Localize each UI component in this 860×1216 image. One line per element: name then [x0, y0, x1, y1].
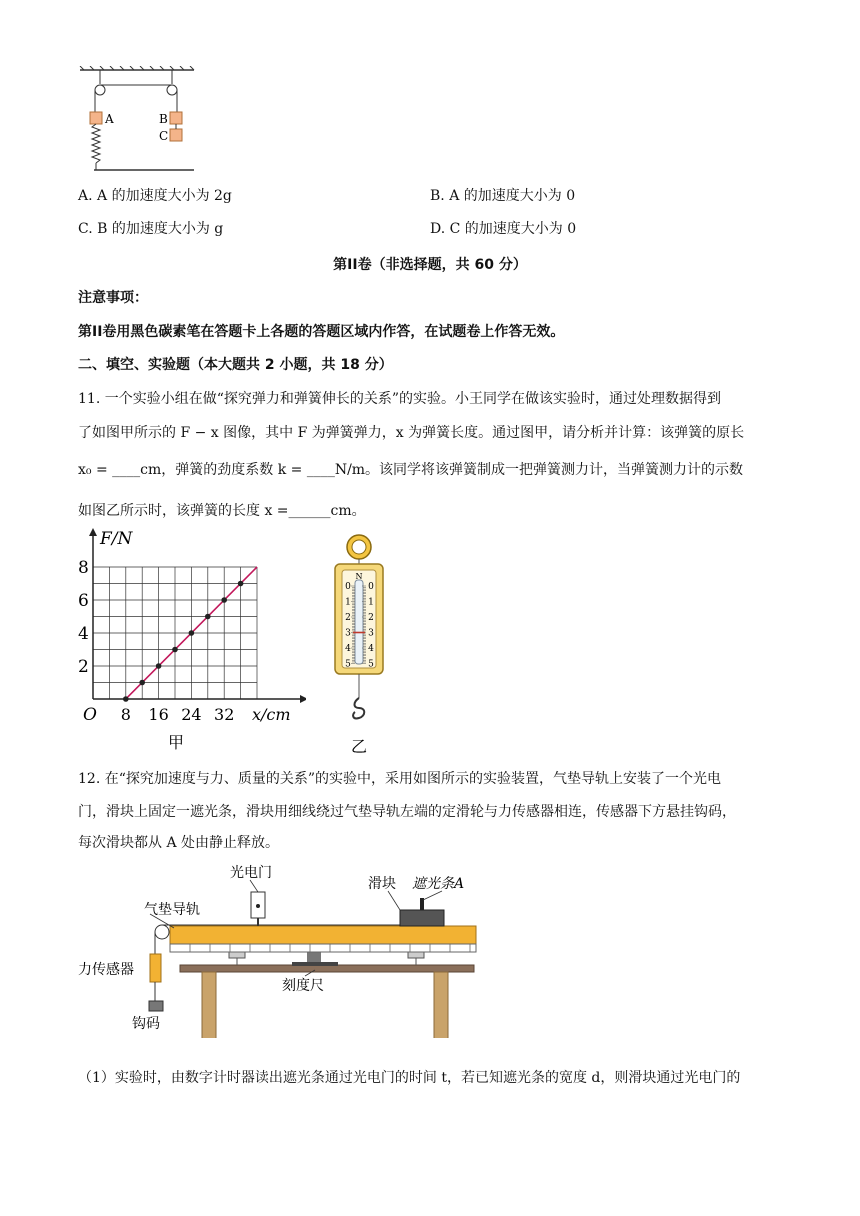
- y-axis-arrow: [89, 528, 97, 536]
- q12-line2: 门，滑块上固定一遮光条，滑块用细线绕过气垫导轨左端的定滑轮与力传感器相连，传感器下方悬挂钩码，: [78, 804, 736, 820]
- part2-heading: 二、填空、实验题（本大题共 2 小题，共 18 分）: [78, 357, 393, 373]
- label-shade: 遮光条A: [412, 876, 465, 892]
- option-d: D. C 的加速度大小为 0: [430, 221, 577, 237]
- option-a: A. A 的加速度大小为 2g: [78, 188, 232, 204]
- scale-tick-right: 0: [368, 582, 374, 592]
- q11-line3: x₀ = ____cm，弹簧的劲度系数 k = ____N/m。该同学将该弹簧制成一把弹簧测力计，当弹簧测力计的示数: [78, 462, 744, 478]
- x-axis-arrow: [300, 695, 306, 703]
- x-axis-label: x/cm: [252, 705, 291, 724]
- block-a: [90, 112, 102, 124]
- x-tick-label: 24: [181, 705, 202, 724]
- scale-hook: [353, 698, 364, 718]
- chart-caption: 甲: [168, 733, 185, 752]
- data-point: [123, 696, 129, 702]
- data-point: [139, 680, 145, 686]
- q11-line1: 11. 一个实验小组在做“探究弹力和弹簧伸长的关系”的实验。小王同学在做该实验时，通过处理数据得到: [78, 391, 722, 407]
- data-point: [189, 630, 195, 636]
- scale-tick-right: 3: [368, 628, 374, 639]
- q11-line4: 如图乙所示时，该弹簧的长度 x =______cm。: [78, 503, 366, 519]
- q11-line2: 了如图甲所示的 F − x 图像，其中 F 为弹簧弹力，x 为弹簧长度。通过图甲，请分析并计算：该弹簧的原长: [78, 425, 745, 441]
- label-sensor: 力传感器: [78, 962, 134, 978]
- data-point: [156, 663, 162, 669]
- scale-tick-left: 4: [345, 644, 351, 654]
- label-c: C: [159, 129, 169, 143]
- scale-tick-right: 5: [368, 659, 374, 670]
- scale-unit: N: [355, 572, 363, 581]
- y-axis-label: F/N: [100, 529, 133, 549]
- scale-tick-right: 2: [368, 613, 374, 623]
- scale-tick-left: 5: [345, 659, 351, 670]
- label-photogate: 光电门: [230, 865, 272, 881]
- scale-tick-left: 2: [345, 613, 351, 623]
- hook-weight: [149, 1001, 163, 1011]
- x-tick-label: 8: [120, 705, 131, 724]
- q12-line3: 每次滑块都从 A 处由静止释放。: [78, 835, 280, 851]
- slider-block: [400, 910, 444, 926]
- scale-tick-right: 4: [368, 644, 374, 654]
- label-slider: 滑块: [368, 876, 396, 892]
- data-point: [238, 581, 244, 587]
- block-c: [170, 129, 182, 141]
- block-b: [170, 112, 182, 124]
- spring-scale: [324, 530, 394, 756]
- data-point: [172, 647, 178, 653]
- label-rail: 气垫导轨: [144, 902, 200, 918]
- q12-sub1: （1）实验时，由数字计时器读出遮光条通过光电门的时间 t，若已知遮光条的宽度 d，则滑块通过光电门的: [78, 1070, 741, 1086]
- q12-line1: 12. 在“探究加速度与力、质量的关系”的实验中，采用如图所示的实验装置，气垫导轨上安装了一个光电: [78, 771, 722, 787]
- force-sensor: [150, 954, 161, 982]
- x-tick-label: 16: [148, 705, 169, 724]
- data-point: [221, 597, 227, 603]
- scale-tick-left: 3: [345, 628, 351, 639]
- pulley: [155, 925, 169, 939]
- section2-title: 第II卷（非选择题，共 60 分）: [333, 257, 527, 273]
- y-tick-label: 2: [78, 657, 89, 677]
- apparatus-figure: [78, 858, 488, 1038]
- label-weight: 钩码: [132, 1016, 160, 1032]
- label-a: A: [105, 112, 114, 126]
- origin-label: O: [83, 705, 97, 725]
- table-top: [180, 965, 474, 972]
- y-tick-label: 4: [78, 624, 89, 644]
- scale-tick-right: 1: [368, 597, 374, 608]
- notice-heading: 注意事项：: [78, 290, 148, 306]
- y-tick-label: 6: [78, 591, 89, 611]
- option-c: C. B 的加速度大小为 g: [78, 221, 224, 237]
- x-tick-label: 32: [214, 705, 235, 724]
- pulley-figure: [76, 66, 196, 178]
- label-ruler: 刻度尺: [282, 978, 324, 994]
- chart-grid: [93, 567, 257, 699]
- y-tick-label: 8: [78, 558, 89, 578]
- gauge-caption: 乙: [351, 737, 368, 756]
- f-x-chart: [76, 526, 306, 756]
- label-b: B: [159, 112, 168, 126]
- option-b: B. A 的加速度大小为 0: [430, 188, 576, 204]
- data-point: [205, 614, 211, 620]
- scale-tick-left: 0: [345, 582, 351, 592]
- notice-body: 第II卷用黑色碳素笔在答题卡上各题的答题区域内作答，在试题卷上作答无效。: [78, 324, 565, 340]
- scale-tick-left: 1: [345, 597, 351, 608]
- air-rail: [170, 926, 476, 944]
